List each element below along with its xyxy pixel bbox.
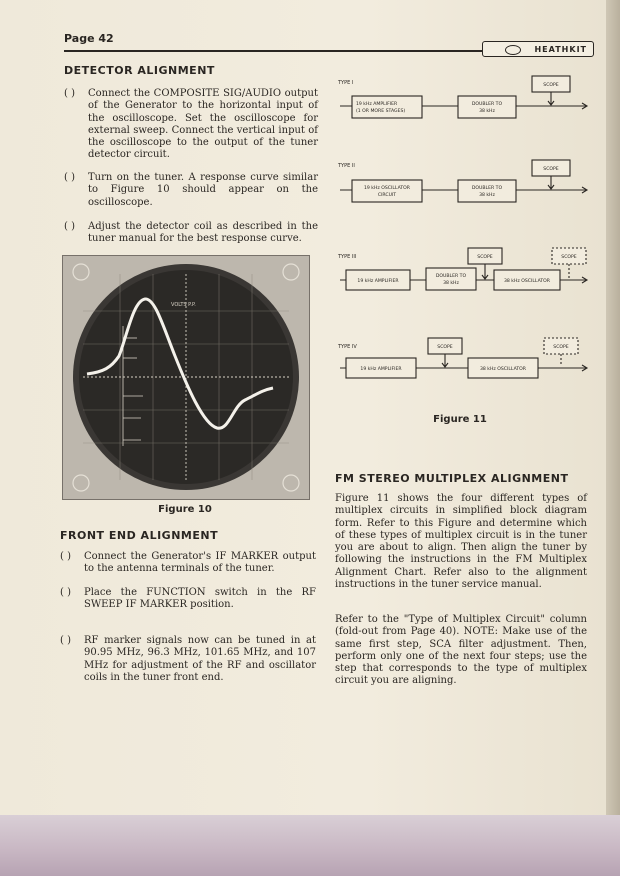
type-3-optional-scope-label: SCOPE [561,255,577,260]
scope-volts-label: VOLTS P.P. [171,302,196,308]
front-end-step-3 [60,635,316,684]
front-end-step-2 [60,587,316,612]
fm-stereo-paragraph-1: Figure 11 shows the four different types of multiplex circuits in simplified block diagram form. Refer to this Figure and determine which of these types of multiplex circuit is in the tuner you are about to align. Then align the tuner by following the instructions in the FM Multiplex Alignment Chart. Refer also to the alignment instructions in the tuner service manual. [335,493,587,591]
checkbox-marker: ( ) [60,587,71,598]
type-4-optional-scope-label: SCOPE [553,345,569,350]
figure-10-caption: Figure 10 [158,504,212,515]
detector-alignment-heading: DETECTOR ALIGNMENT [64,64,215,77]
type-4-block-1: 19 kHz AMPLIFIER [360,367,402,372]
type-2-label: TYPE II [338,163,355,169]
page-edge [606,0,620,815]
detector-step-2 [64,172,318,209]
type-3-scope-label: SCOPE [477,255,493,260]
step-text: Adjust the detector coil as described in the tuner manual for the best response curve. [88,221,318,245]
step-text: Turn on the tuner. A response curve similar to Figure 10 should appear on the oscilloscope. [88,172,318,208]
figure-11-caption: Figure 11 [433,414,487,425]
type-3-label: TYPE III [338,254,357,260]
fm-stereo-paragraph-2: Refer to the "Type of Multiplex Circuit" column (fold-out from Page 40). NOTE: Make use of the same first step, SCA filter adjustment. Then, perform only one of the next four steps; use the step that corresponds to the type of multiplex circuit you are aligning. [335,614,587,687]
type-4-scope-label: SCOPE [437,345,453,350]
header-rule [64,50,482,52]
type-3-block-3: 38 kHz OSCILLATOR [503,279,551,284]
type-1-scope-label: SCOPE [543,83,559,88]
type-3-block-1: 19 kHz AMPLIFIER [357,279,399,284]
front-end-alignment-heading: FRONT END ALIGNMENT [60,529,219,542]
step-text: Connect the Generator's IF MARKER output to the antenna terminals of the tuner. [84,551,316,575]
brand-name: HEATHKIT [534,44,587,54]
type-1-block-2-line-1: DOUBLER TO [471,102,503,107]
type-1-label: TYPE I [338,80,354,86]
type-2-block-1-line-1: 19 kHz OSCILLATOR [363,186,411,191]
step-text: RF marker signals now can be tuned in at 90.95 MHz, 96.3 MHz, 101.65 MHz, and 107 MHz for adjustment of the RF and oscillator coils in the tuner front end. [84,635,316,683]
detector-step-3 [64,221,318,246]
checkbox-marker: ( ) [64,172,75,183]
type-4-diagram [340,338,587,378]
detector-step-1 [64,88,318,162]
type-3-block-2-line-2: 38 kHz [443,281,459,286]
type-1-block-2-line-2: 38 kHz [479,109,495,114]
type-2-block-2-line-2: 38 kHz [479,193,495,198]
checkbox-marker: ( ) [60,551,71,562]
step-text: Place the FUNCTION switch in the RF SWEEP IF MARKER position. [84,587,316,611]
brand-logo [482,41,594,57]
type-4-label: TYPE IV [338,344,357,350]
figure-10-oscilloscope-photo [62,255,310,500]
background-surface [0,815,620,876]
checkbox-marker: ( ) [60,635,71,646]
page-number: Page 42 [64,32,114,45]
front-end-step-1 [60,551,316,576]
checkbox-marker: ( ) [64,221,75,232]
type-2-scope-label: SCOPE [543,167,559,172]
type-1-block-1-line-1: 19 kHz AMPLIFIER [356,102,398,107]
figure-11-block-diagrams [332,70,594,410]
type-1-block-1-line-2: (1 OR MORE STAGES) [356,109,406,114]
fm-stereo-heading: FM STEREO MULTIPLEX ALIGNMENT [335,472,569,485]
brand-emblem-icon [505,45,521,55]
checkbox-marker: ( ) [64,88,75,99]
type-3-block-2-line-1: DOUBLER TO [435,274,467,279]
step-text: Connect the COMPOSITE SIG/AUDIO output of the Generator to the horizontal input of the oscilloscope. Set the oscilloscope for external sweep. Connect the vertical input of the oscilloscope to the output of the tuner detector circuit. [88,88,318,161]
type-4-block-3: 38 kHz OSCILLATOR [479,367,527,372]
type-2-block-1-line-2: CIRCUIT [377,193,397,198]
type-2-block-2-line-1: DOUBLER TO [471,186,503,191]
